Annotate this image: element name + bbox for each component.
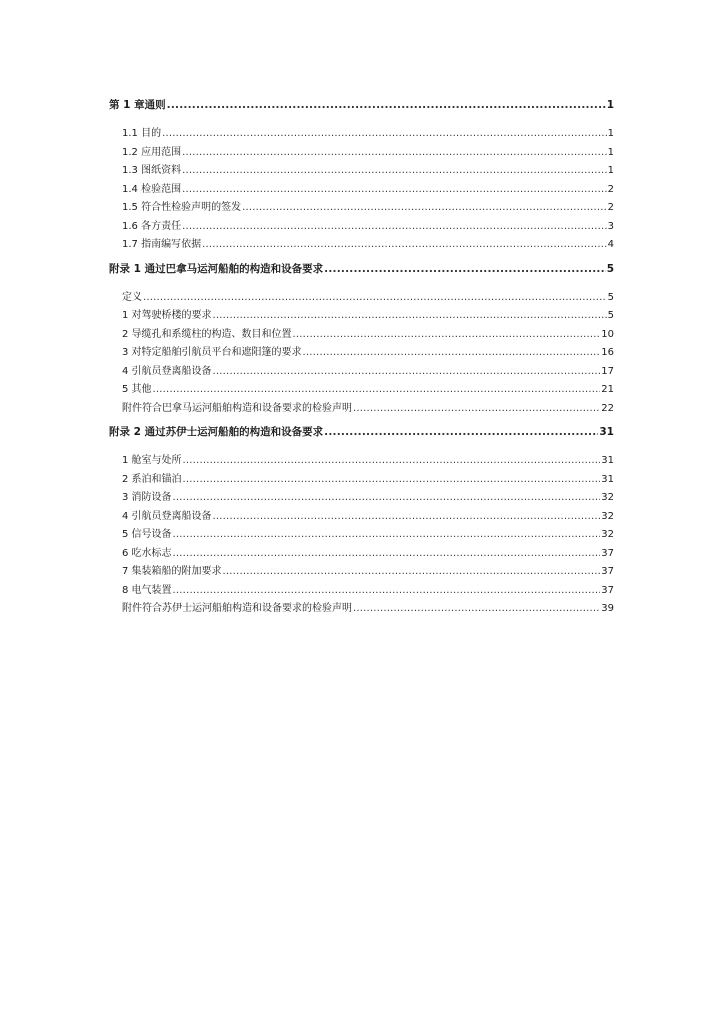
toc-entry[interactable] <box>109 181 614 200</box>
toc-page-number: 31 <box>601 473 614 485</box>
toc-page-number: 1 <box>607 146 614 158</box>
toc-dot-leader <box>293 326 601 345</box>
toc-dot-leader <box>202 236 607 255</box>
toc-dot-leader <box>213 307 607 326</box>
toc-page-number: 10 <box>601 328 614 340</box>
toc-entry[interactable] <box>109 307 614 326</box>
toc-page-number: 4 <box>607 239 614 250</box>
toc-page-number: 5 <box>607 310 614 321</box>
toc-entry-title: 3 消防设备 <box>122 492 172 503</box>
toc-dot-leader <box>223 563 601 582</box>
toc-page-number: 39 <box>601 603 614 614</box>
toc-entry[interactable] <box>109 381 614 400</box>
toc-dot-leader <box>173 545 601 564</box>
toc-entry-title: 1 对驾驶桥楼的要求 <box>122 310 212 321</box>
toc-entry-title: 5 信号设备 <box>122 529 172 540</box>
toc-chapter-heading[interactable] <box>109 423 614 441</box>
toc-entry[interactable] <box>109 545 614 564</box>
toc-chapter-title: 附录 2 通过苏伊士运河船舶的构造和设备要求 <box>109 426 324 438</box>
toc-entry[interactable] <box>109 199 614 218</box>
toc-dot-leader <box>353 400 600 419</box>
toc-entry-title: 1.1 目的 <box>122 128 162 139</box>
toc-entry-title: 1.4 检验范围 <box>122 183 182 195</box>
toc-entry-title: 1.7 指南编写依据 <box>122 239 202 250</box>
toc-page-number: 37 <box>601 566 614 577</box>
toc-entry-title: 附件符合巴拿马运河船舶构造和设备要求的检验声明 <box>122 402 352 414</box>
toc-page-number: 37 <box>601 547 614 559</box>
toc-entry-title: 2 系泊和锚泊 <box>122 473 182 485</box>
toc-dot-leader <box>324 260 606 278</box>
toc-dot-leader <box>173 489 601 508</box>
toc-dot-leader <box>303 344 601 363</box>
toc-entry-title: 7 集装箱船的附加要求 <box>122 566 222 577</box>
toc-entry[interactable] <box>109 452 614 471</box>
toc-entry[interactable] <box>109 363 614 382</box>
toc-entry[interactable] <box>109 144 614 163</box>
toc-entry[interactable] <box>109 526 614 545</box>
toc-chapter-heading[interactable] <box>109 96 614 114</box>
toc-chapter-heading[interactable] <box>109 260 614 278</box>
toc-page-number: 1 <box>607 165 614 176</box>
toc-entry-title: 1.3 图纸资料 <box>122 165 182 176</box>
toc-entry-title: 1.6 各方责任 <box>122 220 182 232</box>
toc-page-number: 32 <box>601 510 614 522</box>
toc-dot-leader <box>182 144 607 163</box>
toc-section-chapter-1 <box>109 96 614 255</box>
toc-entry[interactable] <box>109 471 614 490</box>
toc-entry[interactable] <box>109 162 614 181</box>
toc-entry-title: 1.5 符合性检验声明的签发 <box>122 202 242 213</box>
toc-page-number: 2 <box>607 202 614 213</box>
toc-entry-title: 3 对特定船舶引航员平台和遮阳篷的要求 <box>122 347 302 358</box>
toc-dot-leader <box>143 289 607 308</box>
toc-page-number: 5 <box>606 262 614 275</box>
toc-page-number: 37 <box>601 584 614 596</box>
toc-page-number: 1 <box>607 128 614 139</box>
toc-page-number: 31 <box>599 426 614 438</box>
toc-dot-leader <box>353 600 600 619</box>
toc-entry[interactable] <box>109 218 614 237</box>
toc-page-number: 31 <box>601 455 614 466</box>
toc-entry-title: 8 电气装置 <box>122 584 172 596</box>
toc-entry-title: 附件符合苏伊士运河船舶构造和设备要求的检验声明 <box>122 603 352 614</box>
toc-dot-leader <box>183 452 601 471</box>
toc-dot-leader <box>213 508 601 527</box>
toc-page-number: 17 <box>601 365 614 377</box>
toc-entry[interactable] <box>109 600 614 619</box>
toc-section-appendix-2 <box>109 423 614 619</box>
toc-dot-leader <box>183 471 601 490</box>
toc-page-number: 3 <box>607 220 614 232</box>
toc-page-number: 1 <box>606 99 614 111</box>
toc-entry-title: 4 引航员登离船设备 <box>122 365 212 377</box>
toc-entry[interactable] <box>109 326 614 345</box>
toc-entry-title: 6 吃水标志 <box>122 547 172 559</box>
toc-entry[interactable] <box>109 563 614 582</box>
toc-page-number: 32 <box>601 492 614 503</box>
toc-dot-leader <box>162 125 607 144</box>
toc-dot-leader <box>242 199 607 218</box>
toc-chapter-title: 附录 1 通过巴拿马运河船舶的构造和设备要求 <box>109 262 324 275</box>
toc-entry[interactable] <box>109 289 614 308</box>
table-of-contents <box>109 96 614 619</box>
toc-entry[interactable] <box>109 236 614 255</box>
toc-dot-leader <box>173 582 601 601</box>
toc-entry-title: 1 舱室与处所 <box>122 455 182 466</box>
toc-dot-leader <box>153 381 601 400</box>
toc-dot-leader <box>213 363 601 382</box>
toc-entry[interactable] <box>109 344 614 363</box>
toc-dot-leader <box>167 96 606 114</box>
toc-page-number: 22 <box>601 402 614 414</box>
toc-entry-title: 1.2 应用范围 <box>122 146 182 158</box>
toc-page-number: 32 <box>601 529 614 540</box>
toc-page-number: 21 <box>601 384 614 395</box>
toc-dot-leader <box>182 162 607 181</box>
toc-section-appendix-1 <box>109 260 614 419</box>
toc-entry-title: 2 导缆孔和系缆柱的构造、数目和位置 <box>122 328 292 340</box>
toc-dot-leader <box>182 218 607 237</box>
toc-page-number: 5 <box>607 291 614 303</box>
toc-chapter-title: 第 1 章通则 <box>109 99 166 111</box>
toc-entry-title: 4 引航员登离船设备 <box>122 510 212 522</box>
toc-dot-leader <box>324 423 598 441</box>
toc-entry[interactable] <box>109 508 614 527</box>
toc-entry[interactable] <box>109 489 614 508</box>
toc-dot-leader <box>173 526 601 545</box>
toc-entry[interactable] <box>109 400 614 419</box>
toc-page-number: 16 <box>601 347 614 358</box>
toc-entry-title: 5 其他 <box>122 384 152 395</box>
toc-dot-leader <box>182 181 607 200</box>
toc-entry-title: 定义 <box>122 291 142 303</box>
toc-entry[interactable] <box>109 582 614 601</box>
toc-page-number: 2 <box>607 183 614 195</box>
toc-entry[interactable] <box>109 125 614 144</box>
